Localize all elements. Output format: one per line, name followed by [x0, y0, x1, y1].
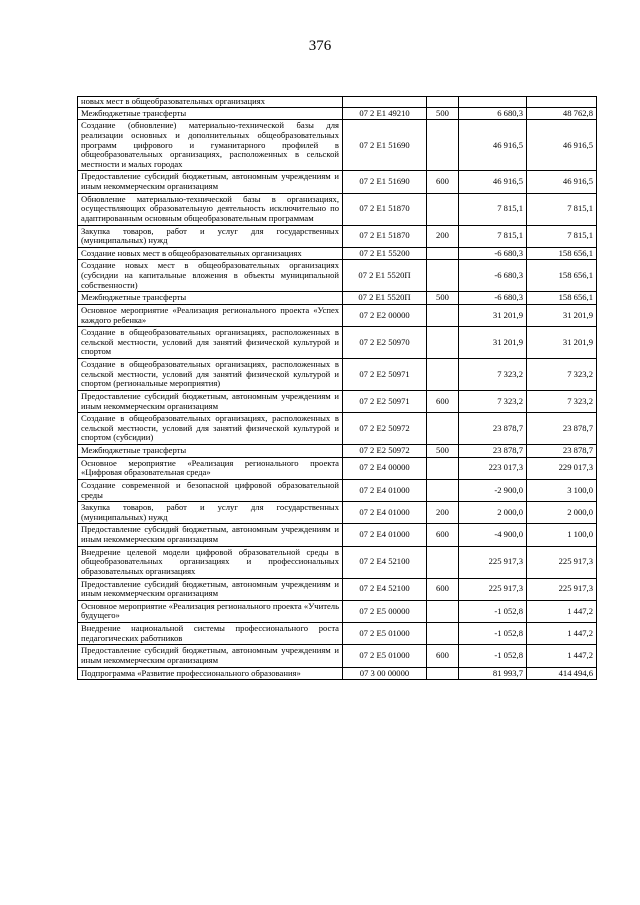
row-code: 07 2 E1 51870	[343, 225, 427, 247]
row-code: 07 2 E1 5520П	[343, 292, 427, 305]
row-amount-total: 414 494,6	[527, 667, 597, 680]
row-amount-total: 225 917,3	[527, 546, 597, 578]
row-amount-total: 158 656,1	[527, 292, 597, 305]
table-row	[78, 260, 597, 292]
row-amount-change: -1 052,8	[459, 623, 527, 645]
table-row	[78, 479, 597, 501]
row-amount-total: 229 017,3	[527, 457, 597, 479]
row-expense-type: 200	[427, 225, 459, 247]
row-code: 07 2 E5 01000	[343, 623, 427, 645]
row-amount-total: 46 916,5	[527, 120, 597, 171]
row-expense-type	[427, 479, 459, 501]
row-amount-change: 31 201,9	[459, 304, 527, 326]
row-name: Предоставление субсидий бюджетным, автономным учреждениям и иным некоммерческим организациям	[78, 171, 343, 193]
table-row	[78, 524, 597, 546]
row-code: 07 2 E5 00000	[343, 600, 427, 622]
row-amount-total: 31 201,9	[527, 327, 597, 359]
row-amount-total: 1 447,2	[527, 600, 597, 622]
row-code: 07 2 E4 01000	[343, 479, 427, 501]
table-row	[78, 193, 597, 225]
row-expense-type: 600	[427, 390, 459, 412]
row-name: Создание в общеобразовательных организациях, расположенных в сельской местности, условий для занятий физической культурой и спортом	[78, 327, 343, 359]
row-expense-type	[427, 667, 459, 680]
row-expense-type: 600	[427, 645, 459, 667]
row-code: 07 2 E1 51690	[343, 120, 427, 171]
row-amount-change: -6 680,3	[459, 247, 527, 260]
table-row	[78, 390, 597, 412]
table-row	[78, 171, 597, 193]
row-name: Предоставление субсидий бюджетным, автономным учреждениям и иным некоммерческим организациям	[78, 524, 343, 546]
row-amount-change: 2 000,0	[459, 502, 527, 524]
row-amount-total: 46 916,5	[527, 171, 597, 193]
row-expense-type	[427, 260, 459, 292]
row-amount-total: 7 815,1	[527, 193, 597, 225]
row-code	[343, 97, 427, 108]
row-amount-change: 7 323,2	[459, 390, 527, 412]
row-name: Создание в общеобразовательных организациях, расположенных в сельской местности, условий для занятий физической культурой и спортом (региональные мероприятия)	[78, 359, 343, 391]
row-amount-change: 81 993,7	[459, 667, 527, 680]
row-expense-type: 600	[427, 171, 459, 193]
row-expense-type: 500	[427, 292, 459, 305]
row-name: Межбюджетные трансферты	[78, 292, 343, 305]
row-name: Создание новых мест в общеобразовательных организациях (субсидии на капитальные вложения в объекты муниципальной собственности)	[78, 260, 343, 292]
table-row	[78, 359, 597, 391]
row-amount-change: -4 900,0	[459, 524, 527, 546]
row-name: Закупка товаров, работ и услуг для государственных (муниципальных) нужд	[78, 502, 343, 524]
row-amount-total: 1 447,2	[527, 623, 597, 645]
budget-table	[77, 96, 597, 680]
row-name: Подпрограмма «Развитие профессионального образования»	[78, 667, 343, 680]
row-name: Создание новых мест в общеобразовательных организациях	[78, 247, 343, 260]
row-amount-total	[527, 97, 597, 108]
row-name: Создание современной и безопасной цифровой образовательной среды	[78, 479, 343, 501]
row-code: 07 2 E5 01000	[343, 645, 427, 667]
table-row	[78, 578, 597, 600]
row-amount-change: 7 815,1	[459, 193, 527, 225]
row-code: 07 2 E2 50972	[343, 413, 427, 445]
row-expense-type	[427, 413, 459, 445]
row-amount-change: 6 680,3	[459, 107, 527, 120]
table-row	[78, 225, 597, 247]
row-amount-total: 23 878,7	[527, 445, 597, 458]
row-amount-change: -6 680,3	[459, 292, 527, 305]
row-amount-change: -6 680,3	[459, 260, 527, 292]
table-row	[78, 97, 597, 108]
table-row	[78, 413, 597, 445]
row-code: 07 2 E2 50971	[343, 359, 427, 391]
table-row	[78, 107, 597, 120]
row-expense-type	[427, 457, 459, 479]
row-amount-total: 7 323,2	[527, 359, 597, 391]
row-expense-type	[427, 623, 459, 645]
row-expense-type: 500	[427, 445, 459, 458]
table-row	[78, 546, 597, 578]
row-expense-type	[427, 546, 459, 578]
row-amount-total: 3 100,0	[527, 479, 597, 501]
row-expense-type	[427, 600, 459, 622]
row-amount-total: 7 323,2	[527, 390, 597, 412]
row-name: Создание в общеобразовательных организациях, расположенных в сельской местности, условий для занятий физической культурой и спортом (субсидии)	[78, 413, 343, 445]
row-amount-total: 23 878,7	[527, 413, 597, 445]
row-code: 07 2 E4 00000	[343, 457, 427, 479]
row-amount-change	[459, 97, 527, 108]
row-name: Основное мероприятие «Реализация регионального проекта «Учитель будущего»	[78, 600, 343, 622]
row-code: 07 2 E4 01000	[343, 502, 427, 524]
row-expense-type	[427, 359, 459, 391]
row-amount-change: 7 815,1	[459, 225, 527, 247]
row-amount-total: 48 762,8	[527, 107, 597, 120]
table-row	[78, 292, 597, 305]
row-code: 07 2 E4 52100	[343, 578, 427, 600]
row-amount-change: 46 916,5	[459, 171, 527, 193]
table-row	[78, 623, 597, 645]
row-amount-change: -2 900,0	[459, 479, 527, 501]
table-row	[78, 502, 597, 524]
row-name: Предоставление субсидий бюджетным, автономным учреждениям и иным некоммерческим организациям	[78, 645, 343, 667]
row-amount-change: 223 017,3	[459, 457, 527, 479]
row-expense-type: 200	[427, 502, 459, 524]
row-amount-total: 158 656,1	[527, 260, 597, 292]
page-number: 376	[308, 38, 332, 54]
row-amount-change: -1 052,8	[459, 600, 527, 622]
row-amount-change: -1 052,8	[459, 645, 527, 667]
table-row	[78, 445, 597, 458]
row-name: Межбюджетные трансферты	[78, 107, 343, 120]
row-amount-change: 225 917,3	[459, 546, 527, 578]
row-expense-type: 600	[427, 578, 459, 600]
table-row	[78, 247, 597, 260]
row-amount-total: 2 000,0	[527, 502, 597, 524]
row-name: Обновление материально-технической базы в организациях, осуществляющих образовательную деятельность исключительно по адаптированным основным общеобразовательным программам	[78, 193, 343, 225]
row-amount-change: 31 201,9	[459, 327, 527, 359]
row-name: новых мест в общеобразовательных организациях	[78, 97, 343, 108]
row-code: 07 2 E2 00000	[343, 304, 427, 326]
row-name: Внедрение целевой модели цифровой образовательной среды в общеобразовательных организациях и профессиональных образовательных организациях	[78, 546, 343, 578]
row-name: Предоставление субсидий бюджетным, автономным учреждениям и иным некоммерческим организациям	[78, 390, 343, 412]
table-row	[78, 667, 597, 680]
row-expense-type	[427, 193, 459, 225]
row-amount-total: 1 100,0	[527, 524, 597, 546]
row-code: 07 2 E1 55200	[343, 247, 427, 260]
row-name: Закупка товаров, работ и услуг для государственных (муниципальных) нужд	[78, 225, 343, 247]
row-code: 07 2 E4 01000	[343, 524, 427, 546]
row-expense-type: 500	[427, 107, 459, 120]
row-name: Основное мероприятие «Реализация регионального проекта «Успех каждого ребенка»	[78, 304, 343, 326]
row-code: 07 2 E1 51690	[343, 171, 427, 193]
row-code: 07 2 E2 50972	[343, 445, 427, 458]
row-amount-total: 225 917,3	[527, 578, 597, 600]
row-name: Предоставление субсидий бюджетным, автономным учреждениям и иным некоммерческим организациям	[78, 578, 343, 600]
row-amount-total: 7 815,1	[527, 225, 597, 247]
table-row	[78, 457, 597, 479]
row-code: 07 3 00 00000	[343, 667, 427, 680]
row-amount-total: 1 447,2	[527, 645, 597, 667]
row-expense-type	[427, 97, 459, 108]
table-row	[78, 327, 597, 359]
row-expense-type	[427, 304, 459, 326]
row-name: Внедрение национальной системы профессионального роста педагогических работников	[78, 623, 343, 645]
row-expense-type	[427, 120, 459, 171]
row-code: 07 2 E2 50970	[343, 327, 427, 359]
row-expense-type	[427, 327, 459, 359]
row-code: 07 2 E1 51870	[343, 193, 427, 225]
row-amount-total: 31 201,9	[527, 304, 597, 326]
table-row	[78, 645, 597, 667]
row-amount-change: 7 323,2	[459, 359, 527, 391]
row-code: 07 2 E1 5520П	[343, 260, 427, 292]
row-amount-change: 46 916,5	[459, 120, 527, 171]
row-code: 07 2 E1 49210	[343, 107, 427, 120]
row-name: Межбюджетные трансферты	[78, 445, 343, 458]
row-amount-change: 225 917,3	[459, 578, 527, 600]
row-code: 07 2 E2 50971	[343, 390, 427, 412]
row-amount-change: 23 878,7	[459, 445, 527, 458]
row-amount-change: 23 878,7	[459, 413, 527, 445]
budget-table-body	[78, 97, 597, 680]
table-row	[78, 304, 597, 326]
row-code: 07 2 E4 52100	[343, 546, 427, 578]
row-expense-type: 600	[427, 524, 459, 546]
row-expense-type	[427, 247, 459, 260]
row-name: Основное мероприятие «Реализация регионального проекта «Цифровая образовательная среда»	[78, 457, 343, 479]
table-row	[78, 120, 597, 171]
row-name: Создание (обновление) материально-технической базы для реализации основных и дополнительных общеобразовательных программ цифрового и гуманитарного профилей в общеобразовательных организациях, расположенных в сельской местности и малых городах	[78, 120, 343, 171]
row-amount-total: 158 656,1	[527, 247, 597, 260]
table-row	[78, 600, 597, 622]
